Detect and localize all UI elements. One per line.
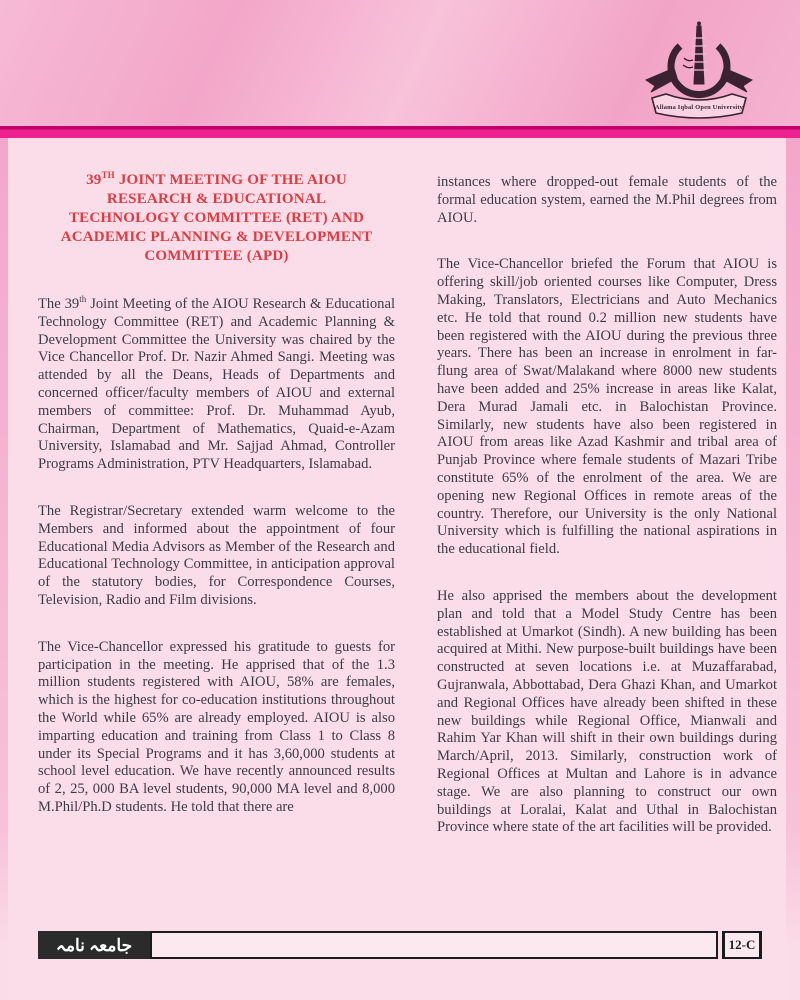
page-number-badge xyxy=(722,931,762,959)
footer-brand-urdu-text: جامعہ نامہ xyxy=(55,935,133,955)
page-number-text: 12-C xyxy=(728,937,756,952)
two-column-layout xyxy=(38,152,778,866)
title-line-4: ACADEMIC PLANNING & DEVELOPMENT xyxy=(60,229,373,245)
title-line-2: RESEARCH & EDUCATIONAL xyxy=(106,191,327,207)
title-line-5: COMMITTEE (APD) xyxy=(144,248,289,264)
left-margin-strip xyxy=(0,138,8,950)
right-margin-strip xyxy=(786,138,800,950)
footer-bar xyxy=(38,931,762,959)
article-title xyxy=(50,166,383,266)
page-content xyxy=(8,138,786,1000)
footer-rule-box xyxy=(150,931,718,959)
aiou-university-emblem-icon xyxy=(638,20,760,124)
right-paragraph-1: instances where dropped-out female students of the formal education system, earned the M.Phil degrees from AIOU. xyxy=(437,174,777,226)
right-paragraph-3: He also apprised the members about the development plan and told that a Model Study Centre has been established at Umarkot (Sindh). A new building has been acquired at Mithi. New purpose-built buildings have been constructed at seven locations i.e. at Muzaffarabad, Gujranwala, Abbottabad, Dera Ghazi Khan, and Umarkot and Regional Offices have already been shifted in these new buildings while Regional Office, Mianwali and Rahim Yar Khan will shift in their own buildings during March/April, 2013. Similarly, construction work of Regional Offices at Multan and Lahore is in advance stage. We are also planning to construct our own buildings at Loralai, Kalat and Uthal in Balochistan Province where state of the art facilities will be provided. xyxy=(437,587,777,836)
emblem-banner-text: Allama Iqbal Open University xyxy=(654,104,744,111)
magenta-divider-rule xyxy=(0,126,800,138)
right-column xyxy=(437,152,777,866)
right-paragraph-2: The Vice-Chancellor briefed the Forum that AIOU is offering skill/job oriented courses like Computer, Dress Making, Translators, Electricians and Auto Mechanics etc. He told that round 0.2 million new students have been registered with the AIOU during the previous three years. There has been an increase in enrolment in far-flung area of Swat/Malakand where 8000 new students have been added and 25% increase in areas like Kalat, Dera Murad Jamali etc. in Balochistan Province. Similarly, new students have also been registered in AIOU from areas like Azad Kashmir and tribal area of Punjab Province where female students of Mazari Tribe constitute 65% of the enrolment of the area. We are opening new Regional Offices in remote areas of the country. Therefore, our University is the only National University which is fulfilling the national aspirations in the educational field. xyxy=(437,256,777,558)
left-paragraph-2: The Registrar/Secretary extended warm welcome to the Members and informed about the appointment of four Educational Media Advisors as Member of the Research and Educational Technology Committee, in anticipation approval of the statutory bodies, for Correspondence Courses, Television, Radio and Film divisions. xyxy=(38,502,395,608)
footer-brand-box xyxy=(38,931,150,959)
left-column xyxy=(38,152,395,866)
title-line-3: TECHNOLOGY COMMITTEE (RET) AND xyxy=(68,210,365,226)
left-paragraph-1: The 39th Joint Meeting of the AIOU Research & Educational Technology Committee (RET) and Academic Planning & Development Committee the University was chaired by the Vice Chancellor Prof. Dr. Nazir Ahmed Sangi. Meeting was attended by all the Deans, Heads of Departments and concerned officer/faculty members of AIOU and external members of committee: Prof. Dr. Muhammad Ayub, Chairman, Department of Mathematics, Quaid-e-Azam University, Islamabad and Mr. Sajjad Ahmad, Controller Programs Administration, PTV Headquarters, Islamabad. xyxy=(38,294,396,473)
title-line-1: 39TH JOINT MEETING OF THE AIOU xyxy=(86,170,347,188)
left-paragraph-3: The Vice-Chancellor expressed his gratitude to guests for participation in the meeting. He apprised that of the 1.3 million students registered with AIOU, 58% are females, which is the highest for co-education institutions throughout the World while 65% are already employed. AIOU is also imparting education and training from Class 1 to Class 8 under its Special Programs and it has 3,60,000 students at school level education. We have recently announced results of 2, 25, 000 BA level students, 90,000 MA level and 8,000 M.Phil/Ph.D students. He told that there are xyxy=(38,638,395,815)
